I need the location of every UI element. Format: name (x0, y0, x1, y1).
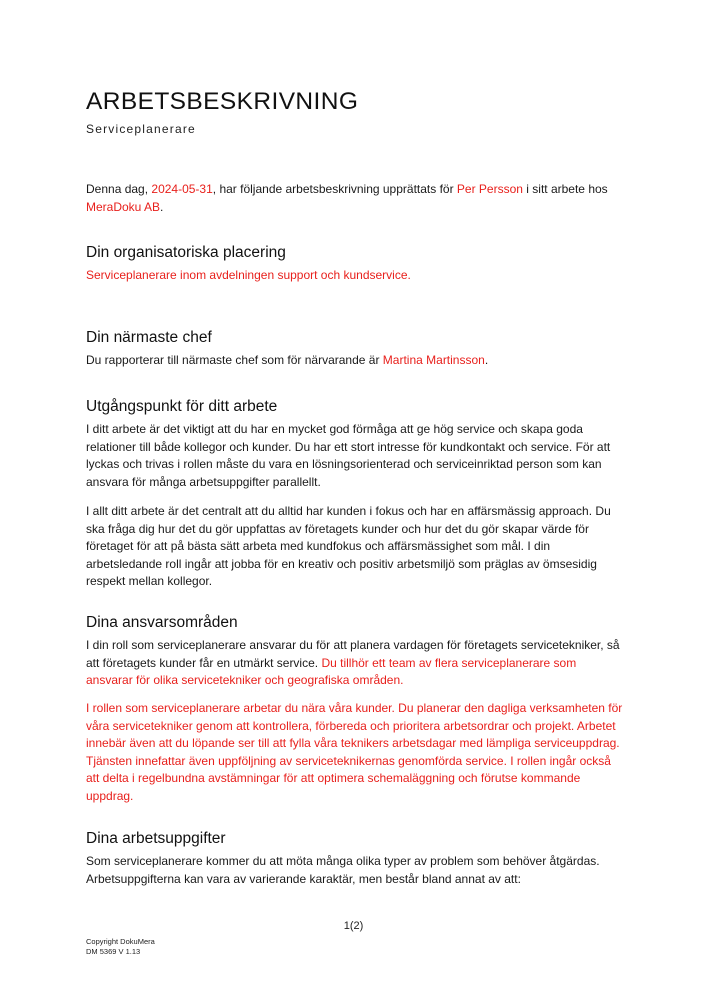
manager-text-lead: Du rapporterar till närmaste chef som för närvarande är (86, 353, 383, 367)
intro-text-2: , har följande arbetsbeskrivning upprättats för (212, 182, 457, 196)
intro-text-4: . (160, 199, 164, 214)
tasks-paragraph: Som serviceplanerare kommer du att möta många olika typer av problem som behöver åtgärdas. Arbetsuppgifterna kan vara av varierande karaktär, men består bland annat av att: (86, 854, 600, 886)
responsibilities-text-red: Du tillhör ett team av flera serviceplanerare som ansvarar för olika servicetekniker och geografiska områden. (86, 655, 577, 687)
basis-heading: Utgångspunkt för ditt arbete (86, 398, 278, 415)
tasks-heading: Dina arbetsuppgifter (86, 830, 226, 847)
intro-text-1: Denna dag, (86, 182, 152, 196)
manager-text-end: . (484, 353, 489, 367)
manager-name: Martina Martinsson (382, 353, 485, 367)
footer (86, 937, 155, 957)
intro-date: 2024-05-31 (151, 182, 213, 196)
manager-text (86, 352, 626, 370)
basis-paragraph-1: I ditt arbete är det viktigt att du har en mycket god förmåga att ge hög service och skapa goda relationer till både kollegor och kunder. Du har ett stort intresse för kundkontakt och service. För att lyckas och trivas i rollen måste du vara en lösningsorienterad och serviceinriktad person som kan ansvara för många arbetsuppgifter parallellt. (86, 422, 611, 489)
responsibilities-text-black: I din roll som serviceplanerare ansvarar du för att planera vardagen för företagets servicetekniker, så att företagets kunder får en utmärkt service. (86, 638, 620, 670)
document-title: ARBETSBESKRIVNING (86, 88, 359, 115)
intro-company: MeraDoku AB (86, 199, 161, 214)
responsibilities-heading: Dina ansvarsområden (86, 614, 238, 631)
intro-paragraph (86, 181, 626, 216)
basis-paragraph-2: I allt ditt arbete är det centralt att du alltid har kunden i fokus och har en affärsmässig approach. Du ska fråga dig hur det du gör uppfattas av företagets kunder och hur det du gör skapar värde för företaget för att på bästa sätt arbeta med kundfokus och affärsmässighet som mål. I din arbetsledande roll ingår att jobba för en kreativ och positiv arbetsmiljö som präglas av ömsesidig respekt mellan kollegor. (86, 504, 611, 588)
document-subtitle: Serviceplanerare (86, 122, 196, 136)
responsibilities-paragraph-2: I rollen som serviceplanerare arbetar du nära våra kunder. Du planerar den dagliga verksamheten för våra servicetekniker genom att kontrollera, förbereda och prioritera arbetsordrar och projekt. Arbetet innebär även att du löpande ser till att fylla våra teknikers arbetsdagar med lämpliga serviceuppdrag. Tjänsten innefattar även uppföljning av serviceteknikernas genomförda service. I rollen ingår också att delta i regelbundna avstämningar för att optimera schemaläggning och förutse kommande uppdrag. (86, 701, 623, 803)
page-number: 1(2) (343, 920, 364, 932)
placement-text: Serviceplanerare inom avdelningen support och kundservice. (86, 268, 411, 282)
footer-copyright: Copyright DokuMera (86, 937, 155, 946)
manager-heading: Din närmaste chef (86, 329, 212, 346)
placement-heading: Din organisatoriska placering (86, 244, 286, 261)
footer-version: DM 5369 V 1.13 (86, 947, 141, 956)
intro-person: Per Persson (456, 182, 523, 196)
responsibilities-paragraph-1 (86, 637, 626, 690)
intro-text-3: i sitt arbete hos (522, 182, 608, 196)
